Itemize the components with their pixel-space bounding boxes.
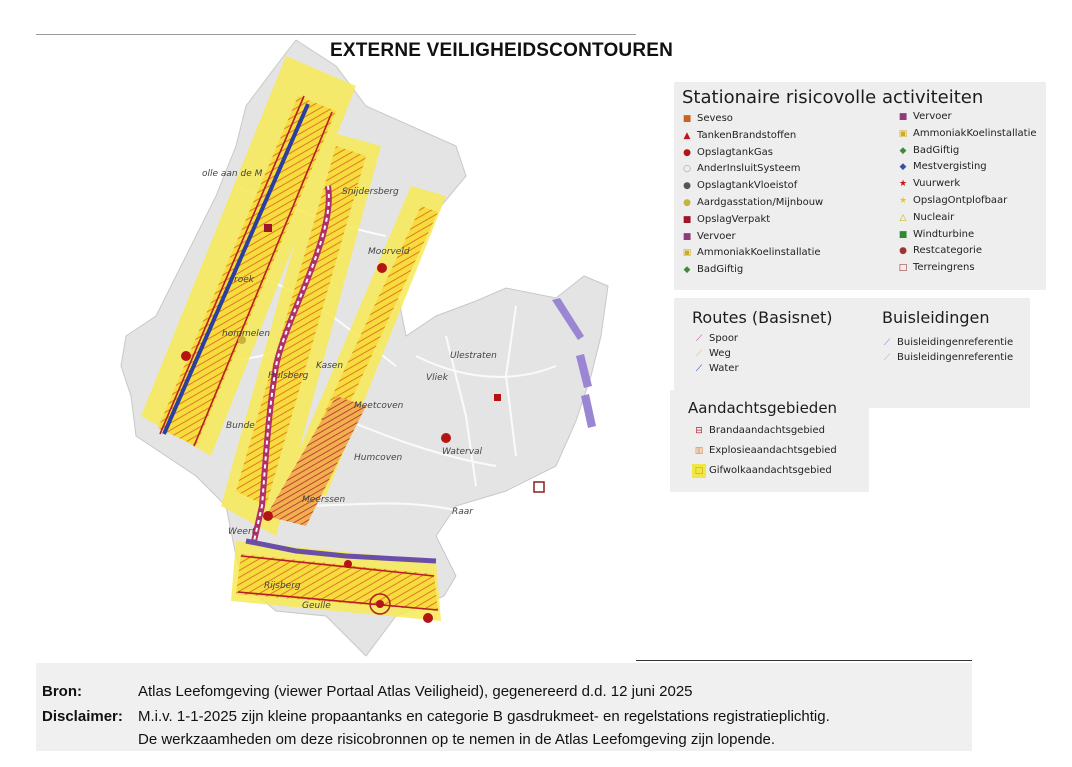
map-label-16: Rijsberg xyxy=(264,581,301,591)
square-icon: ■ xyxy=(682,114,692,124)
legend-item-label: Vuurwerk xyxy=(913,178,961,190)
legend-item-label: Vervoer xyxy=(697,230,736,242)
legend-item xyxy=(896,144,959,158)
rail-line-icon: ⟋ xyxy=(695,334,703,344)
legend-item-label: OpslagtankVloeistof xyxy=(697,180,798,192)
star-icon: ★ xyxy=(898,196,908,206)
legend-item xyxy=(680,230,736,244)
disclaimer-label: Disclaimer: xyxy=(42,708,123,725)
square-outline-icon: ▣ xyxy=(682,248,692,259)
legend-item xyxy=(680,162,801,176)
legend-item xyxy=(680,179,797,193)
legend-item xyxy=(896,177,960,191)
square-icon: ■ xyxy=(682,231,692,242)
circle-outline-icon: ○ xyxy=(683,164,691,175)
legend-item xyxy=(680,112,733,126)
star-icon: ★ xyxy=(898,179,908,190)
map-label-8: Hulsberg xyxy=(268,371,309,381)
legend-aandacht-title: Aandachtsgebieden xyxy=(688,399,838,417)
risk-point-station xyxy=(344,560,352,568)
legend-item-label: Gifwolkaandachtsgebied xyxy=(709,465,832,476)
map-label-1: Snijdersberg xyxy=(342,187,399,197)
legend-item xyxy=(896,228,974,242)
legend-item-label: Mestvergisting xyxy=(913,161,987,173)
legend-item-label: AmmoniakKoelinstallatie xyxy=(697,247,821,259)
legend-item-label: BadGiftig xyxy=(913,144,960,156)
risk-point-moorveld xyxy=(377,263,387,273)
dot-icon: ● xyxy=(683,181,691,192)
legend-item xyxy=(680,129,796,143)
legend-item-label: AnderInsluitSysteem xyxy=(697,163,801,175)
map-label-11: Humcoven xyxy=(354,453,403,463)
legend-item-label: Terreingrens xyxy=(913,262,975,274)
legend-item-label: Weg xyxy=(709,348,731,359)
legend-item-label: Aardgasstation/Mijnbouw xyxy=(697,197,824,208)
map-label-0: olle aan de M xyxy=(202,169,263,179)
legend-item-label: OpslagOntplofbaar xyxy=(913,195,1008,206)
legend-item-label: Windturbine xyxy=(913,228,975,240)
bron-label: Bron: xyxy=(42,683,82,700)
square-icon: ■ xyxy=(898,229,908,240)
risk-point-opslag-verpakt xyxy=(264,224,272,232)
risk-point-raar xyxy=(534,482,544,492)
map-label-5: Kasen xyxy=(316,361,344,371)
risk-point-south xyxy=(423,613,433,623)
legend-item xyxy=(896,160,987,174)
explosie-area-icon: ▥ xyxy=(694,446,704,456)
dot-icon: ● xyxy=(899,246,907,257)
legend-item-label: Buisleidingenreferentie xyxy=(897,352,1014,363)
legend-item xyxy=(896,110,952,124)
legend-item-label: Explosieaandachtsgebied xyxy=(709,445,837,456)
bron-text: Atlas Leefomgeving (viewer Portaal Atlas Veiligheid), gegenereerd d.d. 12 juni 2025 xyxy=(138,683,693,700)
legend-item xyxy=(896,127,1037,141)
map-label-2: Moorveld xyxy=(368,247,410,257)
map-label-4: hommelen xyxy=(222,329,271,339)
map-label-9: Bunde xyxy=(226,421,255,431)
map-label-15: Weert xyxy=(228,527,256,537)
legend-item xyxy=(880,336,1013,350)
legend-item-label: Water xyxy=(709,363,739,374)
map-label-14: Raar xyxy=(452,507,473,517)
risk-point-waterval xyxy=(441,433,451,443)
map-label-3: roek xyxy=(234,275,254,285)
legend-item xyxy=(896,244,982,258)
legend-item xyxy=(680,146,773,160)
legend-item-label: OpslagVerpakt xyxy=(697,213,771,225)
map-label-17: Geulle xyxy=(302,601,331,611)
road-line-icon: ⟋ xyxy=(695,349,703,359)
legend-item xyxy=(692,424,825,438)
map-canvas xyxy=(36,36,642,658)
square-outline-icon: ▣ xyxy=(898,128,908,139)
map-label-6: Ulestraten xyxy=(450,351,497,361)
legend-item xyxy=(896,261,975,275)
legend-item-label: Brandaandachtsgebied xyxy=(709,425,825,436)
footer-panel xyxy=(36,663,972,751)
legend-item-label: BadGiftig xyxy=(697,264,744,276)
triangle-outline-icon: △ xyxy=(899,212,907,223)
gifwolk-area-icon: □ xyxy=(692,464,706,478)
risk-point-geulle-core xyxy=(376,600,384,608)
disclaimer-line-2: De werkzaamheden om deze risicobronnen op te nemen in de Atlas Leefomgeving zijn lopende. xyxy=(138,731,776,748)
legend-item-label: Spoor xyxy=(709,333,739,344)
risk-point-opslagtank xyxy=(181,351,191,361)
diamond-icon: ◆ xyxy=(899,162,907,173)
disclaimer-line-1: M.i.v. 1-1-2025 zijn kleine propaantanks en categorie B gasdrukmeet- en regelstations registratieplichtig. xyxy=(138,708,830,725)
legend-item-label: Nucleair xyxy=(913,211,955,223)
dot-icon: ● xyxy=(683,147,691,158)
legend-item xyxy=(880,351,1013,365)
page-title: EXTERNE VEILIGHEIDSCONTOUREN xyxy=(330,40,674,61)
legend-item xyxy=(896,211,954,225)
legend-buisleidingen-title: Buisleidingen xyxy=(882,308,990,327)
box-outline-icon: □ xyxy=(898,263,908,274)
risk-point-weert xyxy=(263,511,273,521)
legend-item-label: Vervoer xyxy=(913,111,952,122)
map-label-13: Meerssen xyxy=(302,495,346,505)
map-view[interactable] xyxy=(36,36,642,658)
water-line-icon: ⟋ xyxy=(695,364,703,374)
legend-aandacht-panel xyxy=(670,390,869,492)
triangle-icon: ▲ xyxy=(683,130,691,141)
diamond-icon: ◆ xyxy=(899,145,907,156)
legend-routes-title: Routes (Basisnet) xyxy=(692,308,833,327)
map-label-12: Waterval xyxy=(442,447,483,457)
brand-area-icon: ⊟ xyxy=(695,426,703,436)
legend-item-label: AmmoniakKoelinstallatie xyxy=(913,127,1037,139)
legend-stationair-panel xyxy=(674,82,1046,290)
square-icon: ■ xyxy=(682,214,692,225)
legend-item-label: Seveso xyxy=(697,113,733,124)
legend-item xyxy=(680,213,770,227)
legend-item xyxy=(692,332,738,346)
footer-divider xyxy=(636,660,972,661)
pipeline-light-icon: ⟋ xyxy=(883,353,891,363)
pipeline-icon: ⟋ xyxy=(883,338,891,348)
legend-item-label: Restcategorie xyxy=(913,245,982,257)
legend-item xyxy=(680,263,743,277)
legend-item-label: TankenBrandstoffen xyxy=(697,129,797,141)
legend-item xyxy=(692,464,832,478)
legend-item-label: OpslagtankGas xyxy=(697,146,773,158)
legend-item xyxy=(680,246,821,260)
legend-item xyxy=(896,194,1007,208)
legend-stationair-title: Stationaire risicovolle activiteiten xyxy=(682,87,984,108)
legend-item xyxy=(680,196,823,210)
legend-item-label: Buisleidingenreferentie xyxy=(897,337,1014,348)
square-icon: ■ xyxy=(898,112,908,122)
diamond-icon: ◆ xyxy=(683,265,691,276)
dot-icon: ● xyxy=(683,198,691,208)
top-divider xyxy=(36,34,636,35)
legend-item xyxy=(692,362,739,376)
legend-item xyxy=(692,347,731,361)
map-label-10: Meetcoven xyxy=(354,401,404,411)
legend-item xyxy=(692,444,837,458)
risk-point-ulestraten xyxy=(494,394,501,401)
map-label-7: Vliek xyxy=(426,373,448,383)
